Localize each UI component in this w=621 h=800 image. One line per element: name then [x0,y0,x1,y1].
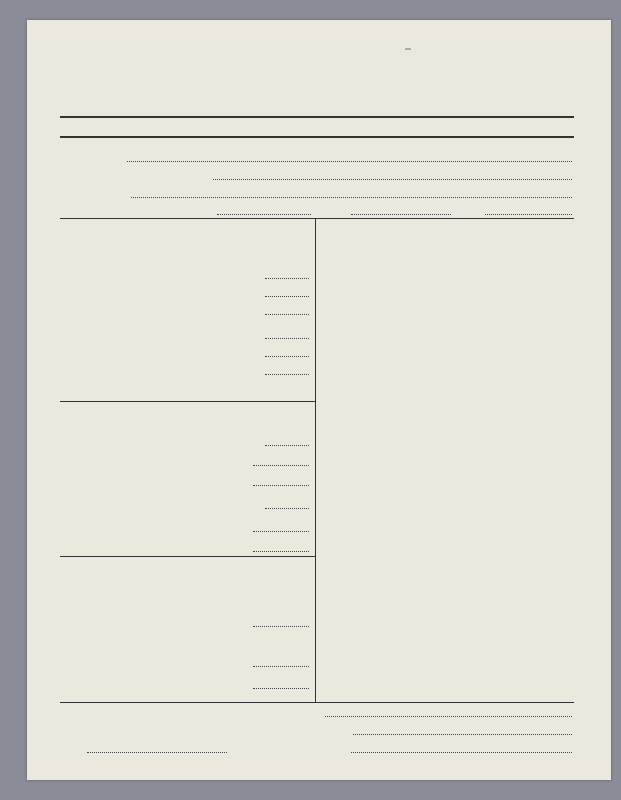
answer-line [253,465,309,466]
answer-line [253,551,309,552]
divider [60,136,574,138]
answer-line [253,688,309,689]
answer-line [265,314,309,315]
column-divider [315,218,316,702]
section-divider [60,401,315,402]
section-divider [60,556,315,557]
divider [60,116,574,118]
answer-line [265,356,309,357]
census-form-sheet [27,20,611,780]
answer-line [253,666,309,667]
answer-line [253,531,309,532]
answer-line [265,296,309,297]
answer-line [253,485,309,486]
divider [60,702,574,703]
answer-line [265,445,309,446]
answer-line [253,626,309,627]
answer-line [265,374,309,375]
stamp-mark [405,48,411,50]
answer-line [265,508,309,509]
answer-line [265,338,309,339]
answer-line [265,278,309,279]
divider [60,218,574,219]
